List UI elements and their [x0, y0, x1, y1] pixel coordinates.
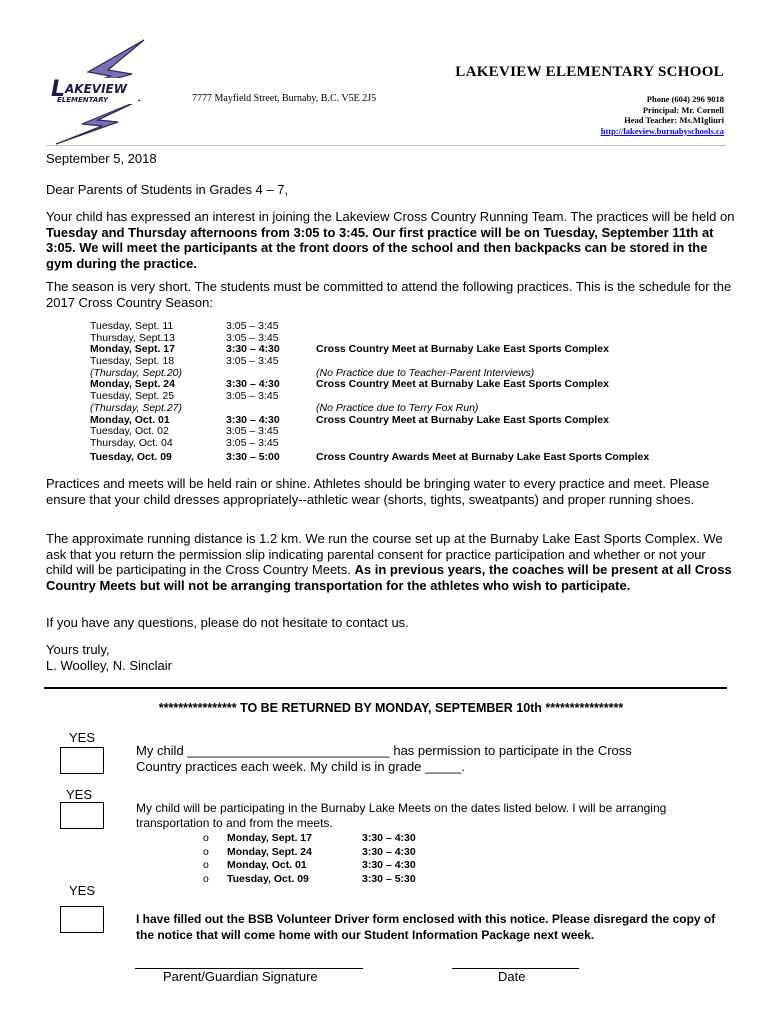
practices-consent-text [136, 743, 632, 774]
schedule-row: Tuesday, Sept. 25 3:05 – 3:45 [90, 390, 279, 403]
meets-consent-checkbox[interactable] [60, 802, 104, 829]
schedule-row-awards-meet: Tuesday, Oct. 09 3:30 – 5:00 Cross Country Awards Meet at Burnaby Lake East Sports Complex [90, 450, 650, 463]
letter-date: September 5, 2018 [46, 151, 157, 166]
transportation-notice: As in previous years, the coaches will be present at all Cross Country Meets but will not be arranging transportation for the athletes who wish to participate. [46, 562, 732, 593]
school-name: LAKEVIEW ELEMENTARY SCHOOL [455, 64, 724, 80]
principal: Principal: Mr. Cornell [642, 104, 724, 115]
meet-item: o Monday, Oct. 01 3:30 – 4:30 [203, 859, 416, 872]
school-address: 7777 Mayfield Street, Burnaby, B.C. V5E 2J5 [192, 93, 377, 104]
driver-form-text: I have filled out the BSB Volunteer Driver form enclosed with this notice. Please disregard the copy of the notice that will come home with our Student Information Package next week. [136, 912, 716, 942]
schedule-row-meet: Monday, Sept. 17 3:30 – 4:30 Cross Country Meet at Burnaby Lake East Sports Complex [90, 343, 609, 356]
yes-label-driver: YES [69, 883, 96, 898]
meet-item: o Monday, Sept. 24 3:30 – 4:30 [203, 845, 416, 858]
logo-subtitle: ELEMENTARY [57, 96, 109, 104]
phone: Phone (604) 296 9018 [646, 94, 724, 104]
schedule-row: Thursday, Oct. 04 3:05 – 3:45 [90, 436, 279, 449]
meets-list [203, 832, 416, 886]
practice-conditions-paragraph: Practices and meets will be held rain or shine. Athletes should be bringing water to every practice and meet. Please ensure that your child dresses appropriately--athletic wear (shorts, tights, sweatpants) and proper running shoes. [46, 476, 710, 507]
meet-item: o Tuesday, Oct. 09 3:30 – 5:30 [203, 872, 416, 885]
signature-label: Parent/Guardian Signature [163, 969, 318, 984]
form-divider [44, 687, 727, 689]
distance-paragraph [46, 531, 736, 593]
school-logo [48, 38, 150, 146]
salutation: Dear Parents of Students in Grades 4 – 7, [46, 182, 289, 197]
yes-label-practices: YES [69, 730, 96, 745]
date-label: Date [498, 969, 526, 984]
intro-text: Your child has expressed an interest in joining the Lakeview Cross Country Running Team. The practices will be held on [46, 209, 735, 224]
season-paragraph: The season is very short. The students must be committed to attend the following practices. This is the schedule for the 2017 Cross Country Season: [46, 279, 732, 310]
driver-form-checkbox[interactable] [60, 906, 104, 933]
school-website-link[interactable]: http://lakeview.burnabyschools.ca [600, 125, 724, 136]
logo-name: AKEVIEW [65, 82, 127, 96]
intro-practice-details: Tuesday and Thursday afternoons from 3:05 to 3:45. Our first practice will be on Tuesday, September 11th at 3:05. We will meet the participants at the front doors of the school and then backpacks can be stored in the gym during the practice. [46, 224, 714, 271]
signers: L. Woolley, N. Sinclair [46, 657, 172, 673]
contact-block [601, 94, 724, 136]
return-deadline-banner: **************** TO BE RETURNED BY MONDAY, SEPTEMBER 10th **************** [158, 701, 624, 715]
meets-consent-text: My child will be participating in the Burnaby Lake Meets on the dates listed below. I will be arranging transportation to and from the meets. [136, 801, 667, 830]
schedule-row-no-practice: (Thursday, Sept.20) (No Practice due to Teacher-Parent Interviews) [90, 366, 535, 379]
grade-line: Country practices each week. My child is in grade _____. [136, 758, 465, 774]
lightning-bolt-bottom [56, 100, 140, 144]
schedule-row: Thursday, Sept.13 3:05 – 3:45 [90, 331, 279, 344]
schedule-row-no-practice: (Thursday, Sept.27) (No Practice due to Terry Fox Run) [90, 401, 479, 414]
child-name-line: My child ____________________________ has permission to participate in the Cross [136, 743, 632, 758]
closing-phrase: Yours truly, [46, 642, 110, 657]
schedule-row: Tuesday, Sept. 11 3:05 – 3:45 [90, 320, 279, 332]
questions-paragraph: If you have any questions, please do not hesitate to contact us. [46, 615, 409, 630]
schedule-row-meet: Monday, Oct. 01 3:30 – 4:30 Cross Country Meet at Burnaby Lake East Sports Complex [90, 413, 609, 426]
schedule-table [90, 321, 649, 463]
head-teacher: Head Teacher: Ms.MIgliuri [624, 115, 724, 125]
practices-consent-checkbox[interactable] [60, 747, 104, 774]
svg-text:L: L [51, 77, 66, 102]
closing-block [46, 642, 736, 673]
schedule-row: Tuesday, Sept. 18 3:05 – 3:45 [90, 355, 279, 368]
intro-paragraph [46, 209, 736, 271]
distance-text: The approximate running distance is 1.2 km. We run the course set up at the Burnaby Lake East Sports Complex. We ask that you return the permission slip indicating parental consent for practice participation and whether or not your child will be participating in the Cross Country Meets. [46, 531, 723, 577]
schedule-row-meet: Monday, Sept. 24 3:30 – 4:30 Cross Country Meet at Burnaby Lake East Sports Complex [90, 378, 609, 391]
schedule-row: Tuesday, Oct. 02 3:05 – 3:45 [90, 425, 279, 438]
meet-item: o Monday, Sept. 17 3:30 – 4:30 [203, 832, 416, 844]
yes-label-meets: YES [66, 787, 93, 802]
header-divider [46, 145, 726, 146]
